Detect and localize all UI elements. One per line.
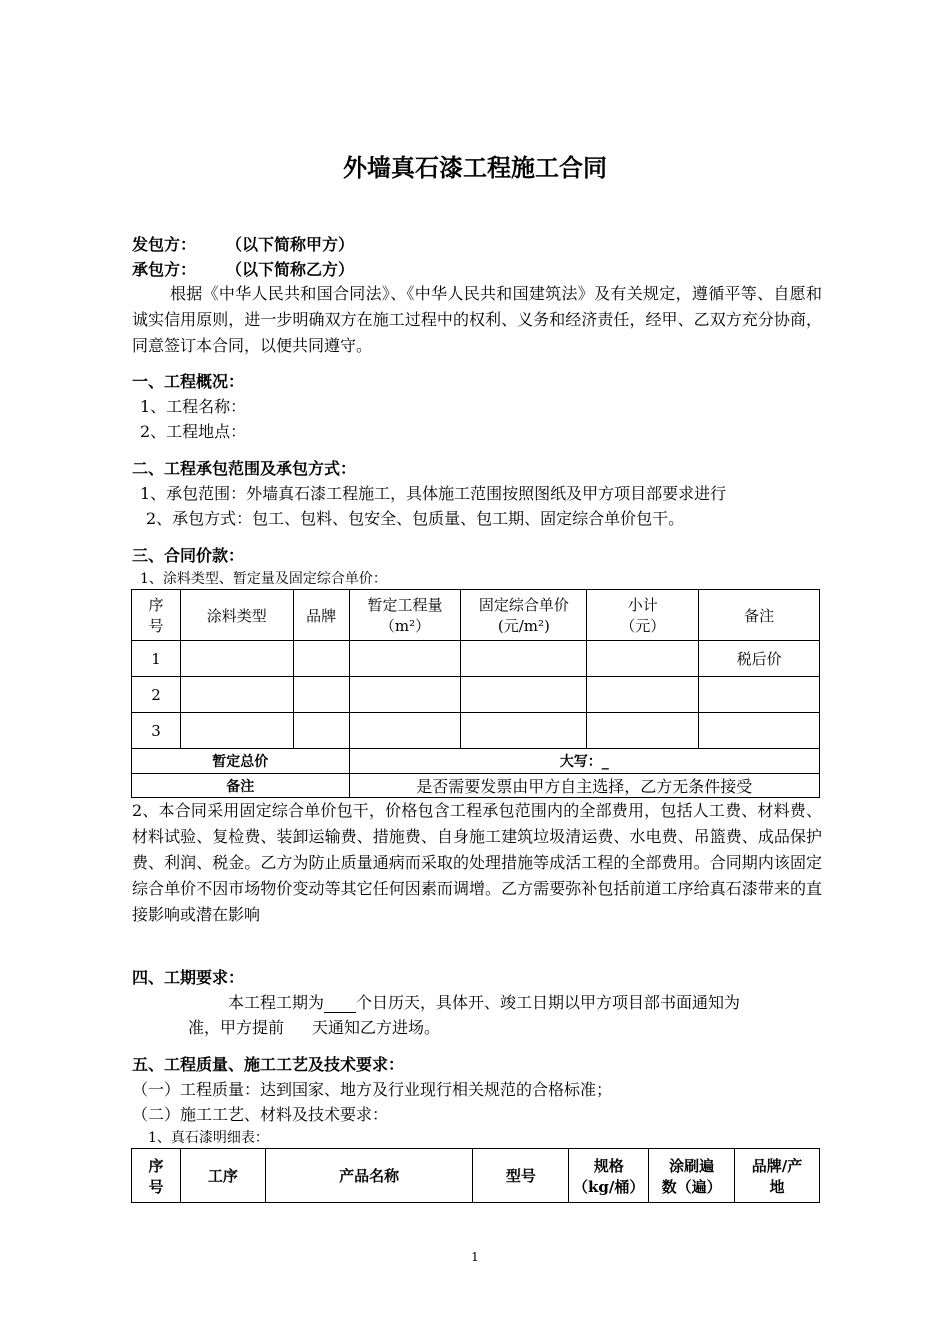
row-note xyxy=(699,713,820,749)
document-title: 外墙真石漆工程施工合同 xyxy=(343,153,607,182)
section-5-heading: 五、工程质量、施工工艺及技术要求： xyxy=(132,1055,405,1074)
price-table-caption: 1、涂料类型、暂定量及固定综合单价： xyxy=(140,571,387,587)
col-no: 序 号 xyxy=(132,590,181,641)
employer-line xyxy=(132,232,354,255)
quality-item: （一）工程质量：达到国家、地方及行业现行相关规范的合格标准； xyxy=(132,1080,613,1099)
contractor-note: （以下简称乙方） xyxy=(226,260,355,279)
detail-table-header xyxy=(132,1149,820,1203)
project-name-item: 1、工程名称： xyxy=(140,397,247,416)
col-product: 产品名称 xyxy=(265,1149,473,1203)
pricing-paragraph: 2、本合同采用固定综合单价包干，价格包含工程承包范围内的全部费用，包括人工费、材料费、材料试验、复检费、装卸运输费、措施费、自身施工建筑垃圾清运费、水电费、吊篮费、成品保护费、利润、税金。乙方为防止质量通病而采取的处理措施等成活工程的全部费用。合同期内该固定综合单价不因市场物价变动等其它任何因素而调增。乙方需要弥补包括前道工序给真石漆带来的直接影响或潜在影响 xyxy=(132,801,822,924)
intro-paragraph: 根据《中华人民共和国合同法》、《中华人民共和国建筑法》及有关规定，遵循平等、自愿和诚实信用原则，进一步明确双方在施工过程中的权利、义务和经济责任，经甲、乙双方充分协商，同意签订本合同，以便共同遵守。 xyxy=(132,284,822,355)
total-label: 暂定总价 xyxy=(132,749,350,774)
duration-blank xyxy=(324,993,356,1013)
total-row xyxy=(132,749,820,774)
col-model: 型号 xyxy=(473,1149,569,1203)
paint-detail-table xyxy=(131,1148,820,1203)
row-note xyxy=(699,677,820,713)
section-1-heading: 一、工程概况： xyxy=(132,372,245,391)
col-spec: 规格 （kg/桶） xyxy=(569,1149,649,1203)
row-note: 税后价 xyxy=(699,641,820,677)
col-process: 工序 xyxy=(180,1149,265,1203)
col-note: 备注 xyxy=(699,590,820,641)
table-row: 2 xyxy=(132,677,820,713)
page-number: 1 xyxy=(471,1250,479,1264)
price-table-header xyxy=(132,590,820,641)
col-brand-origin: 品牌/产 地 xyxy=(735,1149,820,1203)
section-3-heading: 三、合同价款： xyxy=(132,546,245,565)
process-item: （二）施工工艺、材料及技术要求： xyxy=(132,1105,389,1124)
duration-line-2: 准，甲方提前 天通知乙方进场。 xyxy=(188,1018,441,1037)
duration-line-1: 本工程工期为 个日历天，具体开、竣工日期以甲方项目部书面通知为 xyxy=(228,993,741,1012)
col-type: 涂料类型 xyxy=(180,590,293,641)
col-unit-price: 固定综合单价 (元/m²) xyxy=(461,590,587,641)
detail-table-caption: 1、真石漆明细表： xyxy=(148,1130,269,1146)
price-table xyxy=(131,589,820,798)
col-subtotal: 小计 （元） xyxy=(587,590,699,641)
col-brand: 品牌 xyxy=(293,590,349,641)
remark-value: 是否需要发票由甲方自主选择，乙方无条件接受 xyxy=(349,774,819,798)
section-4-heading: 四、工期要求： xyxy=(132,968,245,987)
col-no: 序 号 xyxy=(132,1149,181,1203)
scope-item: 1、承包范围：外墙真石漆工程施工，具体施工范围按照图纸及甲方项目部要求进行 xyxy=(140,484,727,503)
employer-label: 发包方： xyxy=(132,235,197,254)
total-value: 大写：_ xyxy=(349,749,819,774)
table-row: 3 xyxy=(132,713,820,749)
section-2-heading: 二、工程承包范围及承包方式： xyxy=(132,459,357,478)
project-location-item: 2、工程地点： xyxy=(140,422,247,441)
remark-label: 备注 xyxy=(132,774,350,798)
method-item: 2、承包方式：包工、包料、包安全、包质量、包工期、固定综合单价包干。 xyxy=(146,509,685,528)
col-qty: 暂定工程量 （m²） xyxy=(349,590,461,641)
contractor-label: 承包方： xyxy=(132,260,197,279)
col-coats: 涂刷遍 数（遍） xyxy=(649,1149,735,1203)
contractor-line xyxy=(132,257,354,280)
employer-note: （以下简称甲方） xyxy=(226,235,355,254)
table-row: 1 税后价 xyxy=(132,641,820,677)
remark-row xyxy=(132,774,820,798)
